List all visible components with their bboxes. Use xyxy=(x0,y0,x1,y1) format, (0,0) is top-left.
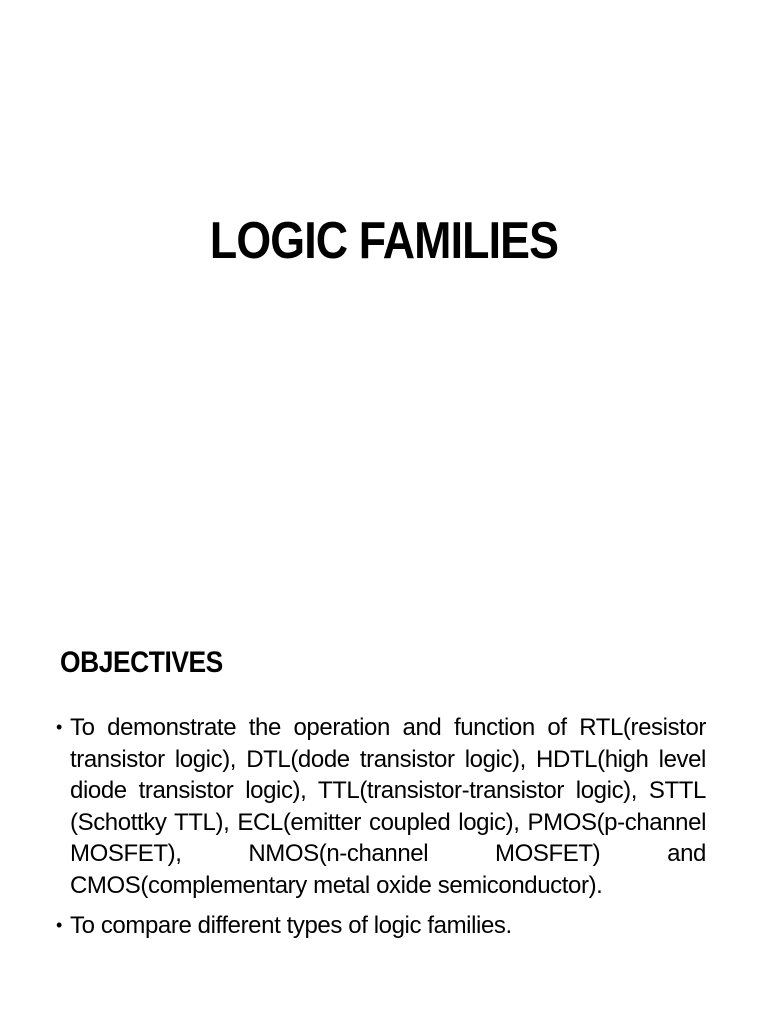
bullet-icon: • xyxy=(56,914,62,935)
list-item xyxy=(56,712,706,902)
objective-text: To demonstrate the operation and function of RTL(resistor transistor logic), DTL(dode transistor logic), HDTL(high level diode transistor logic), TTL(transistor-transistor logic), STTL (Schottky TTL), ECL(emitter coupled logic), PMOS(p-channel MOSFET), NMOS(n-channel MOSFET) and CMOS(complementary metal oxide semiconductor). xyxy=(70,714,706,899)
bullet-icon: • xyxy=(56,717,62,737)
objective-text: To compare different types of logic families. xyxy=(70,911,512,939)
list-item xyxy=(56,910,706,942)
objectives-list xyxy=(56,712,706,949)
objectives-heading: OBJECTIVES xyxy=(60,646,223,679)
slide-title: LOGIC FAMILIES xyxy=(209,212,559,270)
